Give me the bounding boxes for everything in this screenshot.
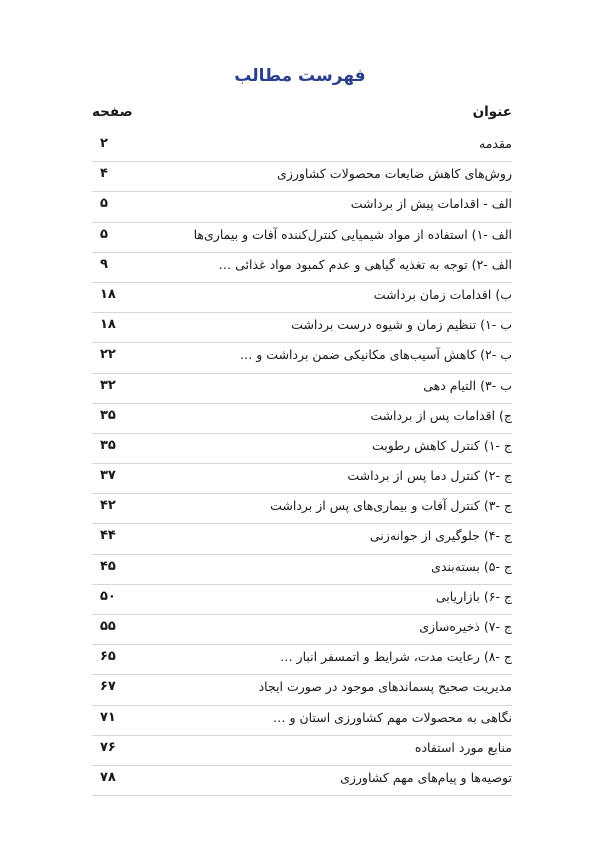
toc-entry-title: ب -۲) کاهش آسیب‌های مکانیکی ضمن برداشت و … — [239, 347, 512, 363]
toc-entry-page-number: ۷۶ — [100, 739, 116, 755]
toc-entry-page-number: ۳۲ — [100, 377, 116, 393]
toc-entry-title: الف - اقدامات پیش از برداشت — [350, 196, 512, 212]
toc-entry[interactable] — [92, 524, 512, 554]
toc-entry[interactable] — [92, 162, 512, 192]
toc-entry-page-number: ۵۵ — [100, 619, 116, 634]
toc-entry-title: الف -۲) توجه به تغذیه گیاهی و عدم کمبود مواد غذائی … — [218, 256, 512, 272]
toc-entry[interactable] — [92, 766, 512, 796]
toc-entry-page-number: ۲ — [100, 136, 108, 151]
toc-entry[interactable] — [92, 585, 512, 615]
toc-entry[interactable] — [92, 434, 512, 464]
toc-entry[interactable] — [92, 645, 512, 675]
toc-entry-title: توصیه‌ها و پیام‌های مهم کشاورزی — [340, 769, 512, 785]
toc-entry[interactable] — [92, 374, 512, 404]
toc-entry[interactable] — [92, 132, 512, 162]
toc-entry[interactable] — [92, 283, 512, 313]
toc-entry[interactable] — [92, 736, 512, 766]
toc-entry-page-number: ۷۱ — [100, 709, 116, 725]
toc-entry-page-number: ۴ — [100, 166, 108, 182]
toc-entry[interactable] — [92, 555, 512, 585]
toc-entry-page-number: ۳۷ — [100, 468, 116, 484]
toc-entry-page-number: ۵ — [100, 196, 108, 212]
toc-entry[interactable] — [92, 313, 512, 343]
toc-entry[interactable] — [92, 253, 512, 283]
toc-entry-page-number: ۵ — [100, 226, 108, 242]
toc-entry-title: ج) اقدامات پس از برداشت — [370, 407, 512, 423]
toc-entry-title: ج -۳) کنترل آفات و بیماری‌های پس از برداشت — [270, 498, 512, 514]
toc-entry-page-number: ۱۸ — [100, 317, 116, 333]
toc-entry[interactable] — [92, 223, 512, 253]
toc-entry-title: ج -۸) رعایت مدت، شرایط و اتمسفر انبار … — [280, 649, 512, 665]
toc-entry-title: ج -۴) جلوگیری از جوانه‌زنی — [369, 528, 512, 544]
toc-entry[interactable] — [92, 343, 512, 373]
toc-entry-page-number: ۴۴ — [100, 528, 116, 544]
toc-header — [92, 104, 512, 126]
toc-entry-page-number: ۶۷ — [100, 679, 116, 695]
toc-entry[interactable] — [92, 192, 512, 222]
toc-entry-page-number: ۴۵ — [100, 558, 116, 574]
toc-entry-page-number: ۲۲ — [100, 347, 116, 363]
page-column-header: صفحه — [92, 104, 133, 120]
toc-entry-title: ج -۷) ذخیره‌سازی — [419, 619, 512, 634]
toc-entry-page-number: ۶۵ — [100, 649, 116, 665]
toc-entry-title: ج -۵) بسته‌بندی — [431, 558, 512, 574]
toc-entry-title: ب -۳) التیام دهی — [423, 377, 512, 393]
toc-entry-title: ب -۱) تنظیم زمان و شیوه درست برداشت — [291, 317, 512, 333]
toc-entry[interactable] — [92, 404, 512, 434]
toc-entry-page-number: ۷۸ — [100, 769, 116, 785]
toc-entry-title: نگاهی به محصولات مهم کشاورزی استان و … — [273, 709, 512, 725]
toc-entry-page-number: ۵۰ — [100, 588, 116, 604]
toc-entry-title: ج -۲) کنترل دما پس از برداشت — [347, 468, 512, 484]
toc-entry[interactable] — [92, 675, 512, 705]
toc-entries — [92, 132, 512, 796]
toc-entry-title: مدیریت صحیح پسماندهای موجود در صورت ایجاد — [258, 679, 512, 695]
toc-entry-title: ج -۶) بازاریابی — [435, 588, 512, 604]
toc-entry-page-number: ۱۸ — [100, 286, 116, 302]
toc-entry[interactable] — [92, 494, 512, 524]
toc-entry-page-number: ۳۵ — [100, 407, 116, 423]
toc-entry-page-number: ۹ — [100, 256, 108, 272]
toc-entry-title: مقدمه — [479, 136, 512, 151]
toc-entry-title: روش‌های کاهش ضایعات محصولات کشاورزی — [277, 166, 512, 182]
toc-entry-title: منابع مورد استفاده — [414, 739, 512, 755]
toc-entry-page-number: ۳۵ — [100, 437, 116, 453]
toc-entry-title: الف -۱) استفاده از مواد شیمیایی کنترل‌کننده آفات و بیماری‌ها — [193, 226, 512, 242]
toc-entry-title: ج -۱) کنترل کاهش رطوبت — [371, 437, 512, 453]
toc-entry[interactable] — [92, 706, 512, 736]
toc-entry[interactable] — [92, 615, 512, 645]
toc-entry-page-number: ۴۲ — [100, 498, 116, 514]
toc-entry[interactable] — [92, 464, 512, 494]
title-column-header: عنوان — [472, 104, 512, 120]
page-title: فهرست مطالب — [234, 66, 366, 86]
toc-entry-title: ب) اقدامات زمان برداشت — [373, 286, 512, 302]
